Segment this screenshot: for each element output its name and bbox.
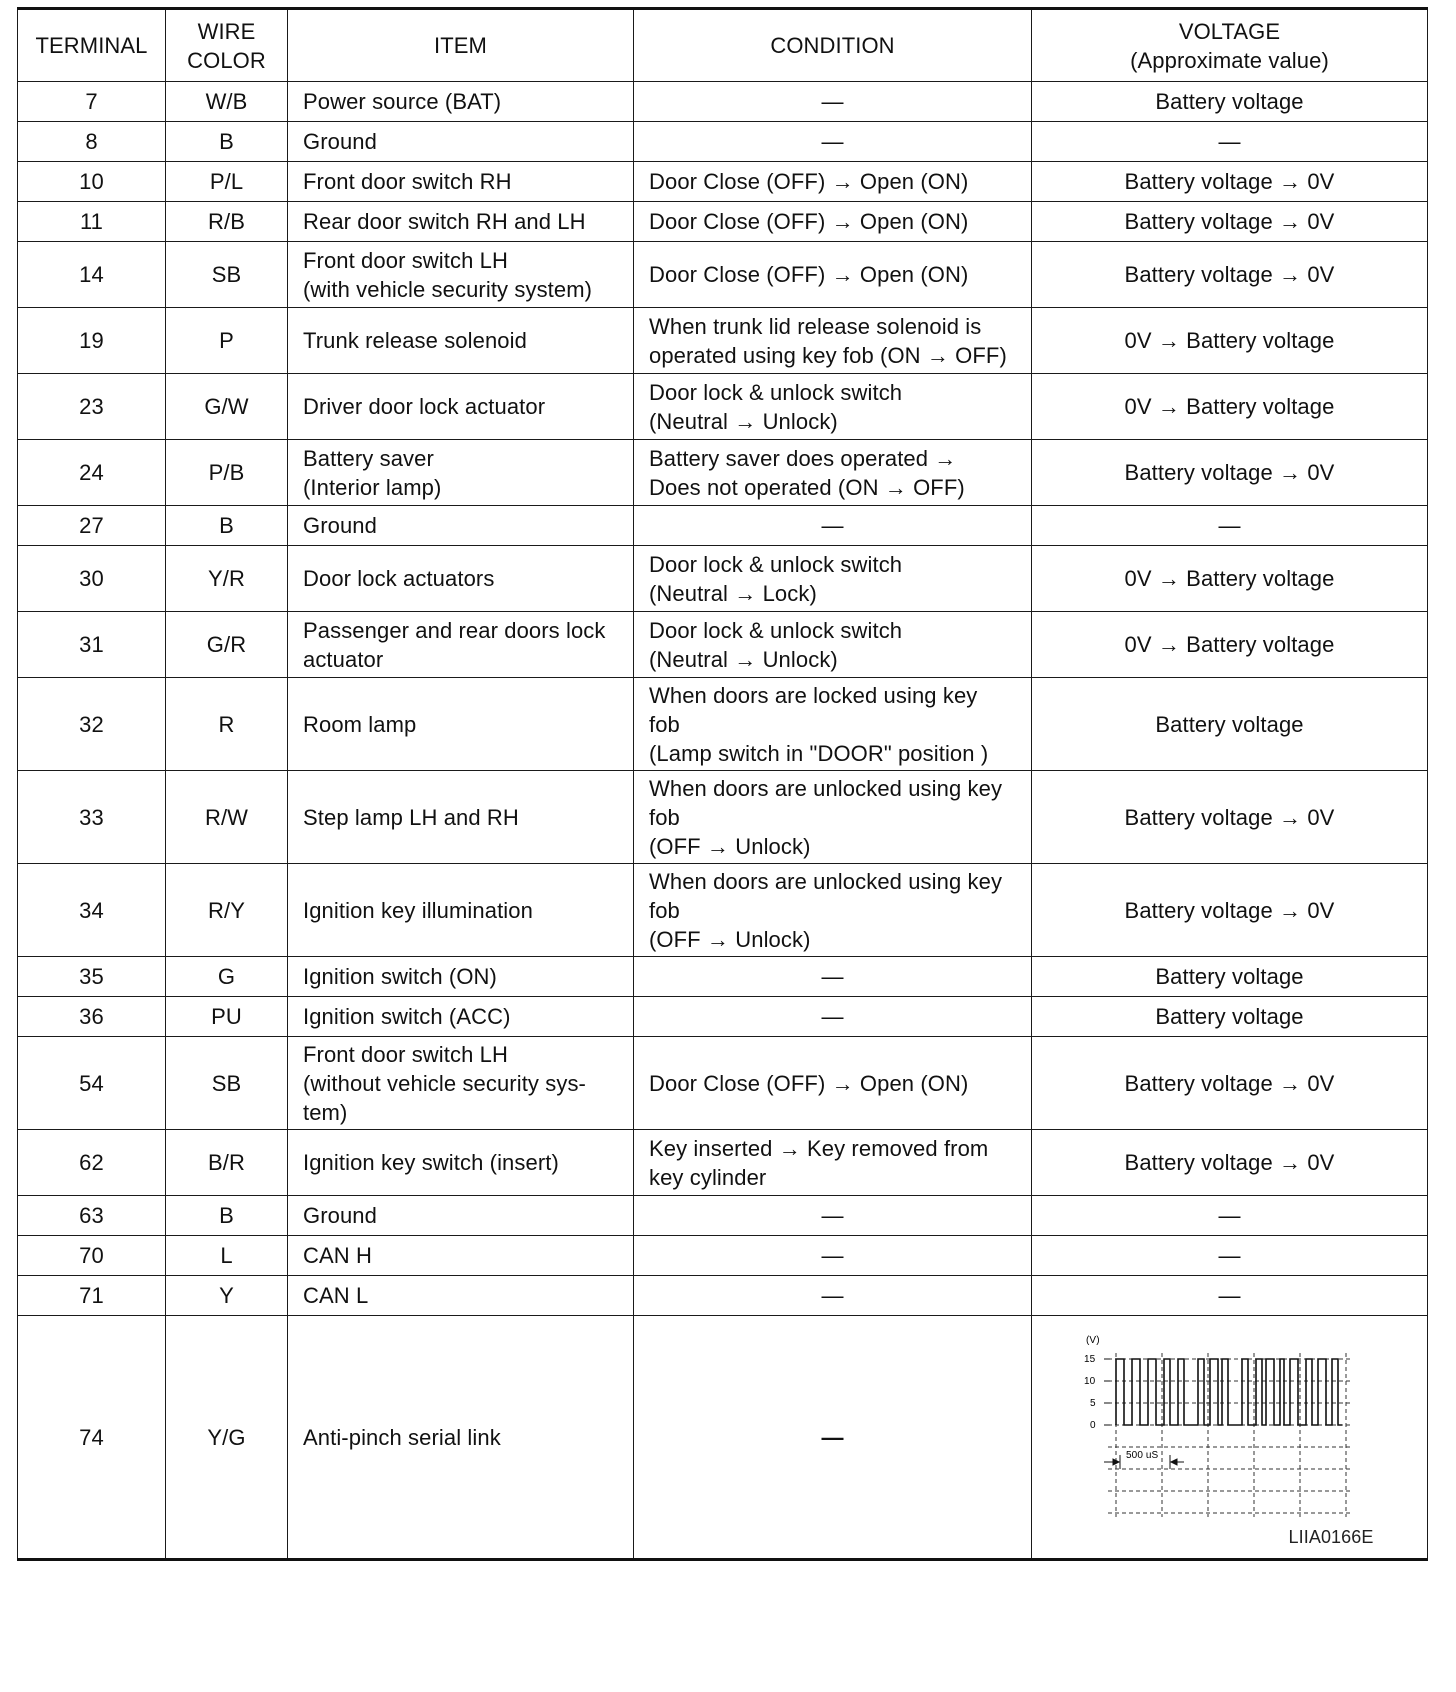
cell-wire-color: R — [166, 678, 288, 771]
condition-line: — — [821, 129, 844, 154]
table-row-11 — [18, 202, 1428, 242]
cell-wire-color: P/B — [166, 440, 288, 506]
cell-wire-color: B/R — [166, 1130, 288, 1196]
waveform-time-label: 500 uS — [1125, 1450, 1158, 1461]
cell-voltage: Battery voltage — [1032, 82, 1428, 122]
cell-terminal: 11 — [18, 202, 166, 242]
cell-item — [288, 440, 634, 506]
cell-condition — [634, 122, 1032, 162]
cell-voltage: Battery voltage → 0V — [1032, 202, 1428, 242]
cell-voltage: Battery voltage → 0V — [1032, 162, 1428, 202]
header-condition: CONDITION — [634, 9, 1032, 82]
waveform-figure — [1070, 1327, 1390, 1547]
cell-voltage: 0V → Battery voltage — [1032, 374, 1428, 440]
header-terminal: TERMINAL — [18, 9, 166, 82]
cell-wire-color: Y/R — [166, 546, 288, 612]
cell-item — [288, 1037, 634, 1130]
condition-line: When trunk lid release solenoid is — [649, 313, 982, 339]
table-row-74 — [18, 1316, 1428, 1560]
table-row-23 — [18, 374, 1428, 440]
condition-line: — — [821, 513, 844, 538]
cell-voltage: — — [1032, 1236, 1428, 1276]
cell-voltage: Battery voltage → 0V — [1032, 242, 1428, 308]
cell-terminal: 71 — [18, 1276, 166, 1316]
condition-line: Door lock & unlock switch — [649, 551, 903, 577]
cell-voltage-waveform — [1032, 1316, 1428, 1560]
cell-terminal: 10 — [18, 162, 166, 202]
item-line: actuator — [303, 646, 384, 672]
waveform-tick-0: 0 — [1089, 1420, 1096, 1431]
table-row-32 — [18, 678, 1428, 771]
cell-condition — [634, 1196, 1032, 1236]
item-line: CAN L — [303, 1283, 369, 1308]
condition-line: operated using key fob (ON → OFF) — [649, 342, 1007, 368]
condition-line: Door Close (OFF) → Open (ON) — [649, 209, 969, 234]
header-wire-color-line1: WIRE — [197, 18, 256, 44]
header-wire-color — [166, 9, 288, 82]
cell-item — [288, 162, 634, 202]
cell-condition — [634, 1276, 1032, 1316]
condition-line: (Lamp switch in "DOOR" position ) — [649, 740, 989, 766]
cell-voltage: Battery voltage → 0V — [1032, 771, 1428, 864]
cell-voltage: Battery voltage → 0V — [1032, 1130, 1428, 1196]
waveform-plot — [1070, 1327, 1390, 1547]
table-row-70 — [18, 1236, 1428, 1276]
cell-wire-color: L — [166, 1236, 288, 1276]
cell-wire-color: P — [166, 308, 288, 374]
cell-item — [288, 374, 634, 440]
cell-wire-color: B — [166, 506, 288, 546]
cell-item — [288, 957, 634, 997]
cell-voltage: 0V → Battery voltage — [1032, 612, 1428, 678]
item-line: Ignition switch (ACC) — [303, 1004, 511, 1029]
cell-item — [288, 82, 634, 122]
condition-line: — — [821, 1203, 844, 1228]
table-body — [18, 82, 1428, 1560]
condition-line: When doors are locked using key — [649, 682, 978, 708]
cell-wire-color: PU — [166, 997, 288, 1037]
item-line: Ground — [303, 1203, 377, 1228]
cell-terminal: 33 — [18, 771, 166, 864]
cell-item: Anti-pinch serial link — [288, 1316, 634, 1560]
condition-line: Door lock & unlock switch — [649, 617, 903, 643]
table-header-row — [18, 9, 1428, 82]
cell-terminal: 31 — [18, 612, 166, 678]
cell-voltage: Battery voltage — [1032, 678, 1428, 771]
cell-wire-color: SB — [166, 242, 288, 308]
item-line: Room lamp — [303, 711, 417, 737]
cell-wire-color: Y/G — [166, 1316, 288, 1560]
cell-terminal: 23 — [18, 374, 166, 440]
cell-voltage: 0V → Battery voltage — [1032, 308, 1428, 374]
condition-line: (Neutral → Lock) — [649, 580, 817, 606]
cell-terminal: 24 — [18, 440, 166, 506]
item-line: Battery saver — [303, 445, 434, 471]
item-line: Front door switch LH — [303, 1041, 508, 1067]
cell-terminal: 74 — [18, 1316, 166, 1560]
cell-terminal: 8 — [18, 122, 166, 162]
item-line: (with vehicle security system) — [303, 276, 593, 302]
cell-wire-color: Y — [166, 1276, 288, 1316]
header-wire-color-line2: COLOR — [187, 47, 266, 73]
figure-id-label: LIIA0166E — [1288, 1527, 1374, 1547]
cell-item — [288, 1236, 634, 1276]
cell-wire-color: W/B — [166, 82, 288, 122]
cell-item — [288, 864, 634, 957]
cell-item — [288, 1196, 634, 1236]
table-row-14 — [18, 242, 1428, 308]
condition-line: fob — [649, 804, 680, 830]
cell-item — [288, 202, 634, 242]
cell-voltage: — — [1032, 506, 1428, 546]
table-row-19 — [18, 308, 1428, 374]
terminal-table-sheet — [17, 7, 1427, 1561]
item-line: Passenger and rear doors lock — [303, 617, 606, 643]
condition-line: — — [821, 1283, 844, 1308]
cell-terminal: 27 — [18, 506, 166, 546]
cell-terminal: 63 — [18, 1196, 166, 1236]
table-row-54 — [18, 1037, 1428, 1130]
cell-wire-color: B — [166, 122, 288, 162]
condition-line: Battery saver does operated → — [649, 445, 957, 471]
header-voltage — [1032, 9, 1428, 82]
cell-condition — [634, 82, 1032, 122]
header-item: ITEM — [288, 9, 634, 82]
condition-line: (Neutral → Unlock) — [649, 646, 838, 672]
cell-item — [288, 242, 634, 308]
condition-line: Does not operated (ON → OFF) — [649, 474, 965, 500]
condition-line: — — [821, 1004, 844, 1029]
item-line: (without vehicle security sys- — [303, 1070, 586, 1096]
cell-voltage: — — [1032, 1196, 1428, 1236]
cell-item — [288, 771, 634, 864]
cell-condition — [634, 546, 1032, 612]
cell-condition — [634, 242, 1032, 308]
condition-line: Key inserted → Key removed from — [649, 1135, 989, 1161]
cell-condition — [634, 771, 1032, 864]
cell-voltage: 0V → Battery voltage — [1032, 546, 1428, 612]
cell-wire-color: P/L — [166, 162, 288, 202]
waveform-tick-15: 15 — [1083, 1354, 1095, 1365]
table-row-62 — [18, 1130, 1428, 1196]
cell-item — [288, 997, 634, 1037]
terminal-voltage-table — [17, 7, 1428, 1561]
cell-condition — [634, 506, 1032, 546]
cell-condition — [634, 1236, 1032, 1276]
item-line: Driver door lock actuator — [303, 394, 546, 419]
item-line: Door lock actuators — [303, 566, 495, 591]
waveform-axis-ticks — [1104, 1359, 1110, 1425]
cell-terminal: 36 — [18, 997, 166, 1037]
cell-terminal: 19 — [18, 308, 166, 374]
table-row-33 — [18, 771, 1428, 864]
table-row-27 — [18, 506, 1428, 546]
table-row-24 — [18, 440, 1428, 506]
cell-wire-color: G/W — [166, 374, 288, 440]
cell-condition — [634, 612, 1032, 678]
condition-line: (OFF → Unlock) — [649, 833, 811, 859]
cell-condition — [634, 864, 1032, 957]
cell-voltage: — — [1032, 122, 1428, 162]
table-row-63 — [18, 1196, 1428, 1236]
cell-voltage: Battery voltage — [1032, 957, 1428, 997]
cell-condition — [634, 440, 1032, 506]
cell-item — [288, 678, 634, 771]
cell-voltage: — — [1032, 1276, 1428, 1316]
condition-line: Door lock & unlock switch — [649, 379, 903, 405]
item-line: Ground — [303, 129, 377, 154]
table-row-10 — [18, 162, 1428, 202]
waveform-grid — [1108, 1353, 1350, 1517]
cell-condition — [634, 202, 1032, 242]
item-line: Ignition key illumination — [303, 897, 533, 923]
table-row-34 — [18, 864, 1428, 957]
cell-wire-color: G — [166, 957, 288, 997]
item-line: Front door switch RH — [303, 169, 512, 194]
cell-terminal: 32 — [18, 678, 166, 771]
cell-terminal: 54 — [18, 1037, 166, 1130]
waveform-signal-trace — [1116, 1359, 1342, 1425]
item-line: Ground — [303, 513, 377, 538]
cell-item — [288, 506, 634, 546]
cell-voltage: Battery voltage → 0V — [1032, 1037, 1428, 1130]
cell-condition: — — [634, 1316, 1032, 1560]
condition-line: When doors are unlocked using key — [649, 775, 1003, 801]
condition-line: (OFF → Unlock) — [649, 926, 811, 952]
cell-item — [288, 1130, 634, 1196]
item-line: Ignition switch (ON) — [303, 964, 497, 989]
condition-line: Door Close (OFF) → Open (ON) — [649, 1070, 969, 1096]
cell-condition — [634, 997, 1032, 1037]
condition-line: Door Close (OFF) → Open (ON) — [649, 169, 969, 194]
condition-line: fob — [649, 897, 680, 923]
condition-line: — — [821, 89, 844, 114]
waveform-unit-label: (V) — [1085, 1335, 1100, 1346]
cell-item — [288, 612, 634, 678]
cell-condition — [634, 957, 1032, 997]
waveform-tick-5: 5 — [1089, 1398, 1096, 1409]
item-line: Power source (BAT) — [303, 89, 502, 114]
item-line: Front door switch LH — [303, 247, 508, 273]
cell-condition — [634, 1037, 1032, 1130]
cell-item — [288, 546, 634, 612]
condition-line: Door Close (OFF) → Open (ON) — [649, 262, 969, 287]
table-row-8 — [18, 122, 1428, 162]
cell-condition — [634, 678, 1032, 771]
cell-voltage: Battery voltage — [1032, 997, 1428, 1037]
cell-wire-color: R/Y — [166, 864, 288, 957]
cell-wire-color: B — [166, 1196, 288, 1236]
condition-line: — — [821, 1243, 844, 1268]
cell-voltage: Battery voltage → 0V — [1032, 864, 1428, 957]
header-voltage-line2: (Approximate value) — [1130, 47, 1329, 73]
item-line: Trunk release solenoid — [303, 328, 527, 353]
condition-line: fob — [649, 711, 680, 737]
waveform-tick-10: 10 — [1083, 1376, 1095, 1387]
cell-terminal: 30 — [18, 546, 166, 612]
cell-terminal: 62 — [18, 1130, 166, 1196]
condition-line: key cylinder — [649, 1164, 767, 1190]
cell-item — [288, 122, 634, 162]
table-row-36 — [18, 997, 1428, 1037]
cell-wire-color: R/W — [166, 771, 288, 864]
cell-voltage: Battery voltage → 0V — [1032, 440, 1428, 506]
item-line: (Interior lamp) — [303, 474, 442, 500]
table-row-30 — [18, 546, 1428, 612]
cell-wire-color: G/R — [166, 612, 288, 678]
cell-wire-color: SB — [166, 1037, 288, 1130]
cell-terminal: 34 — [18, 864, 166, 957]
cell-terminal: 70 — [18, 1236, 166, 1276]
table-row-35 — [18, 957, 1428, 997]
cell-terminal: 14 — [18, 242, 166, 308]
item-line: tem) — [303, 1099, 348, 1125]
item-line: CAN H — [303, 1243, 372, 1268]
cell-terminal: 35 — [18, 957, 166, 997]
cell-condition — [634, 374, 1032, 440]
cell-terminal: 7 — [18, 82, 166, 122]
cell-item — [288, 1276, 634, 1316]
cell-wire-color: R/B — [166, 202, 288, 242]
condition-line: — — [821, 964, 844, 989]
cell-condition — [634, 308, 1032, 374]
cell-condition — [634, 1130, 1032, 1196]
cell-condition — [634, 162, 1032, 202]
table-row-31 — [18, 612, 1428, 678]
condition-line: When doors are unlocked using key — [649, 868, 1003, 894]
item-line: Step lamp LH and RH — [303, 804, 519, 830]
table-row-7 — [18, 82, 1428, 122]
header-voltage-line1: VOLTAGE — [1178, 18, 1281, 44]
condition-line: (Neutral → Unlock) — [649, 408, 838, 434]
cell-item — [288, 308, 634, 374]
item-line: Rear door switch RH and LH — [303, 209, 586, 234]
table-row-71 — [18, 1276, 1428, 1316]
item-line: Ignition key switch (insert) — [303, 1150, 559, 1175]
